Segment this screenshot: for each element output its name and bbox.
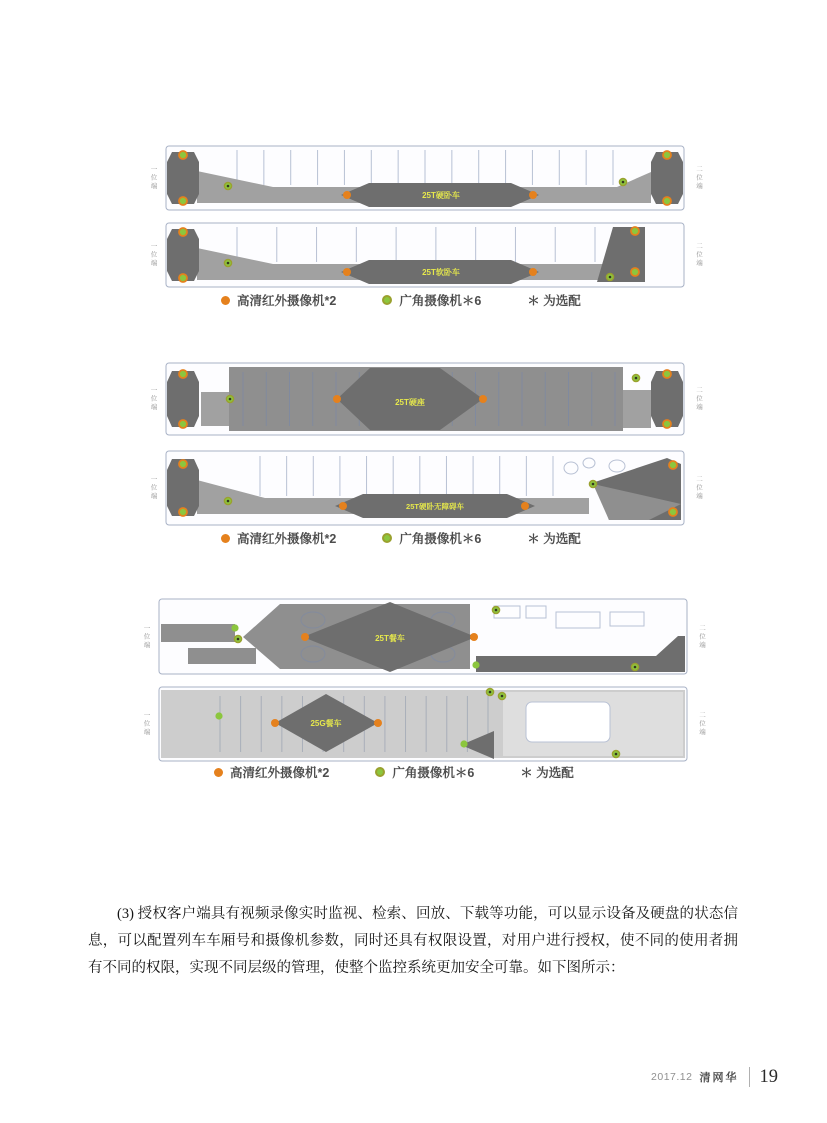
camera-dot-green-orange: [179, 460, 187, 468]
camera-dot-green-orange: [179, 151, 187, 159]
camera-dot-core: [489, 691, 492, 694]
camera-dot-core: [501, 695, 504, 698]
wide-angle-camera-dot: [231, 624, 238, 631]
wide-angle-camera-dot-icon: [382, 533, 392, 543]
camera-dot-green-orange: [179, 197, 187, 205]
legend-hd-camera-label: 高清红外摄像机*2: [230, 766, 330, 780]
issue-date: 2017.12: [651, 1071, 693, 1083]
legend-row-3: [158, 763, 744, 781]
legend-wide-camera-label: 广角摄像机＊6: [392, 766, 475, 780]
diagram-25t-dining-car: [142, 598, 705, 675]
hd-infrared-camera-dot: [529, 191, 537, 199]
car-shape: [651, 371, 683, 427]
wide-angle-camera-dot: [215, 712, 222, 719]
car-label: 25T硬卧车: [422, 191, 460, 200]
car-label: 25T硬卧无障碍车: [406, 502, 464, 511]
camera-dot-core: [609, 276, 612, 279]
end-label-1: 一位端: [149, 242, 157, 268]
wide-angle-camera-dot-icon: [375, 767, 385, 777]
hd-infrared-camera-dot: [339, 502, 347, 510]
camera-dot-core: [227, 262, 230, 265]
car-label: 25G餐车: [310, 719, 342, 728]
camera-dot-green-orange: [669, 508, 677, 516]
legend-hd-camera: [221, 291, 336, 309]
hd-infrared-camera-dot-icon: [221, 534, 230, 543]
camera-dot-core: [227, 500, 230, 503]
hd-infrared-camera-dot: [529, 268, 537, 276]
hd-infrared-camera-dot: [470, 633, 478, 641]
camera-dot-green-orange: [179, 274, 187, 282]
wide-angle-camera-dot: [460, 740, 467, 747]
camera-dot-green-orange: [179, 228, 187, 236]
camera-dot-green-orange: [179, 508, 187, 516]
hd-infrared-camera-dot: [271, 719, 279, 727]
car-shape: [201, 392, 229, 426]
camera-dot-core: [237, 638, 240, 641]
camera-dot-core: [227, 185, 230, 188]
camera-dot-green-orange: [663, 197, 671, 205]
legend-row-1: [165, 291, 741, 309]
car-floorplan-svg: [165, 222, 685, 288]
legend-optional-note: ＊ 为选配: [527, 294, 581, 308]
legend-wide-camera-label: 广角摄像机＊6: [399, 532, 482, 546]
camera-dot-green-orange: [663, 370, 671, 378]
wide-angle-camera-dot: [472, 661, 479, 668]
diagram-25t-hard-seat-car: [149, 362, 702, 436]
hd-infrared-camera-dot: [301, 633, 309, 641]
end-label-2: 二位端: [695, 165, 702, 191]
camera-dot-green-orange: [631, 227, 639, 235]
car-floorplan-svg: [165, 362, 685, 436]
end-label-2: 二位端: [695, 242, 702, 268]
car-floorplan-svg: [158, 686, 688, 762]
camera-dot-green-orange: [663, 420, 671, 428]
end-label-2: 二位端: [695, 475, 702, 501]
diagram-25t-accessible-sleeper-car: [149, 450, 702, 526]
camera-dot-core: [495, 609, 498, 612]
diagram-25t-hard-sleeper-car: [149, 145, 702, 211]
hd-infrared-camera-dot: [479, 395, 487, 403]
end-label-2: 二位端: [698, 711, 705, 737]
car-label: 25T硬座: [395, 398, 425, 407]
end-label-1: 一位端: [149, 475, 157, 501]
page-number: 19: [759, 1066, 778, 1087]
body-paragraph: (3) 授权客户端具有视频录像实时监视、检索、回放、下载等功能，可以显示设备及硬盘的状态信息，可以配置列车车厢号和摄像机参数，同时还具有权限设置，对用户进行授权，使不同的使用者拥有不同的权限，实现不同层级的管理，使整个监控系统更加安全可靠。如下图所示：: [88, 906, 738, 976]
camera-dot-green-orange: [663, 151, 671, 159]
legend-wide-camera: [382, 291, 481, 309]
hd-infrared-camera-dot: [521, 502, 529, 510]
camera-dot-green-orange: [631, 268, 639, 276]
footer-divider: [749, 1067, 750, 1087]
legend-hd-camera: [214, 763, 329, 781]
hd-infrared-camera-dot: [343, 268, 351, 276]
end-label-1: 一位端: [142, 711, 150, 737]
end-label-1: 一位端: [149, 165, 157, 191]
page-footer: [651, 1064, 778, 1090]
car-label: 25T餐车: [375, 634, 405, 643]
car-shape: [167, 371, 199, 427]
car-floorplan-svg: [165, 145, 685, 211]
diagram-25t-soft-sleeper-car: [149, 222, 702, 288]
legend-wide-camera: [382, 529, 481, 547]
end-label-1: 一位端: [142, 623, 150, 650]
end-label-1: 一位端: [149, 386, 157, 412]
car-shape: [623, 390, 651, 428]
camera-dot-green-orange: [179, 420, 187, 428]
hd-infrared-camera-dot-icon: [214, 768, 223, 777]
camera-dot-core: [592, 483, 595, 486]
wide-angle-camera-dot-icon: [382, 295, 392, 305]
legend-hd-camera-label: 高清红外摄像机*2: [237, 532, 337, 546]
legend-hd-camera: [221, 529, 336, 547]
camera-dot-core: [635, 377, 638, 380]
car-shape: [526, 702, 610, 742]
hd-infrared-camera-dot-icon: [221, 296, 230, 305]
legend-optional-note: ＊ 为选配: [520, 766, 574, 780]
camera-dot-core: [615, 753, 618, 756]
car-floorplan-svg: [165, 450, 685, 526]
car-shape: [188, 648, 256, 664]
diagram-25g-dining-car: [142, 686, 705, 762]
car-label: 25T软卧车: [422, 268, 460, 277]
camera-dot-core: [622, 181, 625, 184]
hd-infrared-camera-dot: [333, 395, 341, 403]
camera-dot-green-orange: [179, 370, 187, 378]
legend-optional-note: ＊ 为选配: [527, 532, 581, 546]
legend-hd-camera-label: 高清红外摄像机*2: [237, 294, 337, 308]
car-floorplan-svg: [158, 598, 688, 675]
legend-row-2: [165, 529, 741, 547]
hd-infrared-camera-dot: [374, 719, 382, 727]
legend-wide-camera-label: 广角摄像机＊6: [399, 294, 482, 308]
end-label-2: 二位端: [695, 386, 702, 412]
legend-wide-camera: [375, 763, 474, 781]
publication-brand: 清网华: [699, 1072, 739, 1084]
camera-dot-green-orange: [669, 461, 677, 469]
hd-infrared-camera-dot: [343, 191, 351, 199]
camera-dot-core: [229, 398, 232, 401]
car-shape: [161, 624, 235, 642]
end-label-2: 二位端: [698, 623, 705, 650]
camera-dot-core: [634, 666, 637, 669]
